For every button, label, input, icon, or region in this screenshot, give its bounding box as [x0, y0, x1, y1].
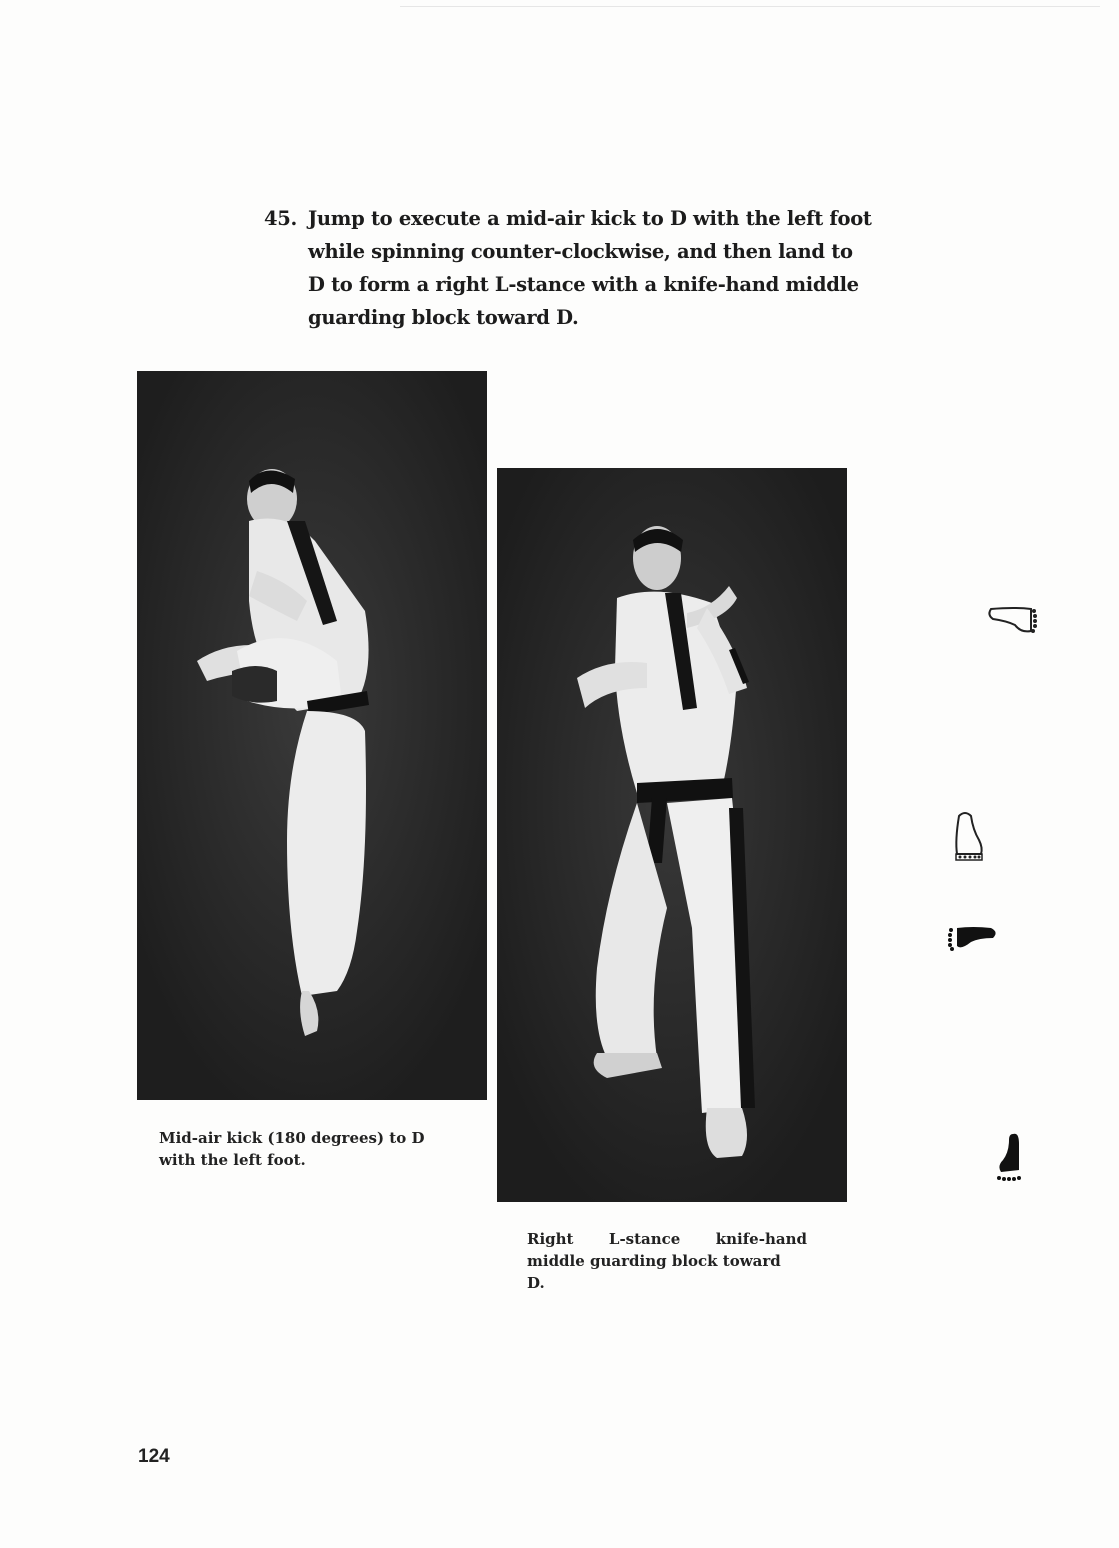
step-number: 45.	[264, 207, 298, 230]
caption-line: middle guarding block toward	[527, 1252, 781, 1270]
footprint-filled-vertical-icon	[993, 1130, 1029, 1186]
footprint-filled-horizontal-icon	[943, 922, 999, 952]
scan-edge-line	[400, 6, 1100, 7]
instruction-line-4: guarding block toward D.	[308, 306, 579, 329]
caption-line: D.	[527, 1274, 545, 1292]
photo-l-stance-block	[497, 468, 847, 1202]
caption-word: knife-hand	[715, 1230, 807, 1248]
footprint-outline-vertical-icon	[951, 810, 987, 862]
step-instruction	[264, 202, 894, 334]
instruction-line-3: D to form a right L-stance with a knife-hand middle	[308, 273, 859, 296]
caption-line	[527, 1228, 807, 1250]
caption-line: with the left foot.	[159, 1151, 306, 1169]
caption-word: L-stance	[608, 1230, 681, 1248]
photo-mid-air-kick	[137, 371, 487, 1100]
instruction-line-1: 45. Jump to execute a mid-air kick to D with the left foot	[264, 202, 894, 235]
kick-figure-illustration	[137, 371, 487, 1100]
page-number: 124	[138, 1446, 170, 1467]
caption-word: Right	[527, 1230, 574, 1248]
stance-figure-illustration	[497, 468, 847, 1202]
footprint-outline-horizontal-icon	[985, 603, 1041, 637]
caption-mid-air-kick	[159, 1127, 479, 1171]
caption-line: Mid-air kick (180 degrees) to D	[159, 1129, 425, 1147]
caption-l-stance-block	[527, 1228, 807, 1294]
instruction-line-2: while spinning counter-clockwise, and then land to	[308, 240, 853, 263]
